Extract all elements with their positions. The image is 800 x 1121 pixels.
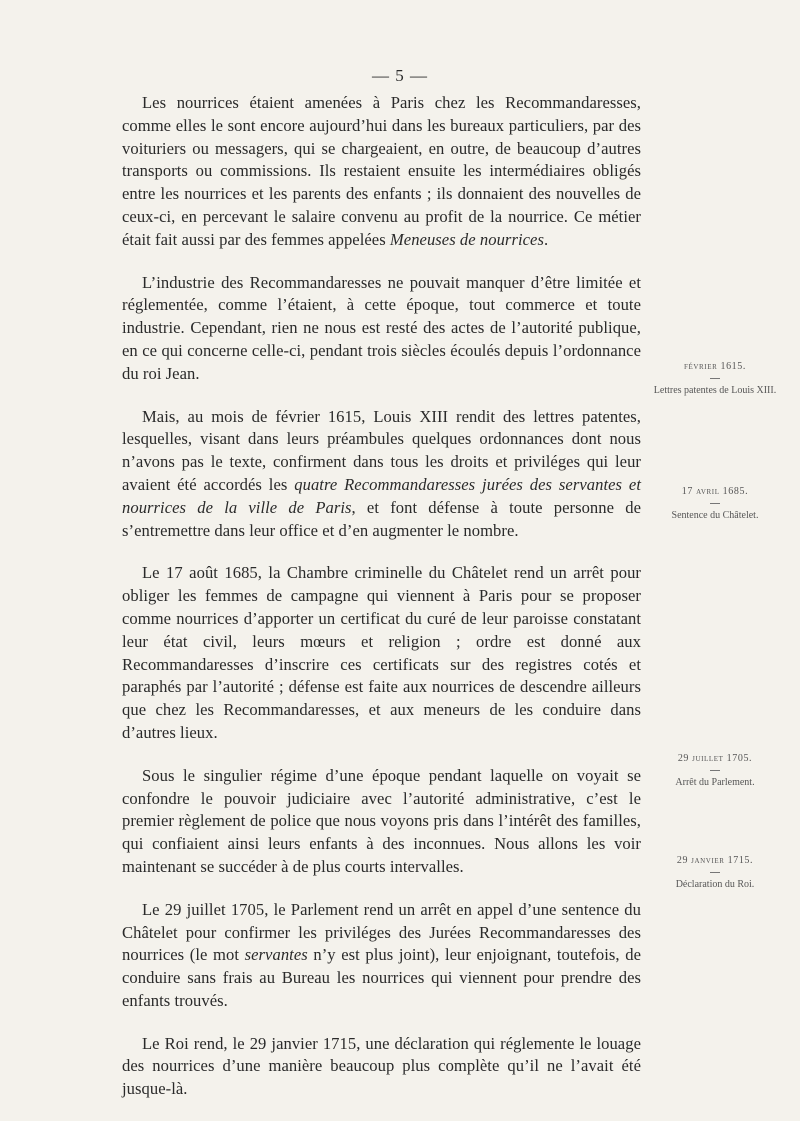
text-run: Le 29 juillet 1705, le Parlement rend un arrêt en appel d’une sentence du Châtelet pour confirmer les priviléges des Jurées Recommandaresses des nourrices (le mot [122, 899, 641, 965]
text-run: Le Roi rend, le 29 janvier 1715, une déclaration qui réglemente le louage des nourrices d’une manière beaucoup plus complète qu’il ne l’avait été jusque-là. [122, 1033, 641, 1099]
margin-note-date: 17 avril 1685. [681, 486, 749, 497]
text-run: Les nourrices étaient amenées à Paris chez les Recommandaresses, comme elles le sont encore aujourd’hui dans les bureaux particuliers, par des voituriers ou messagers, qui se chargeaient, en outre, de beaucoup d’autres transports ou commissions. Ils restaient ensuite les intermédiaires obligés entre les nourrices et les parents des enfants ; ils donnaient des nouvelles de ceux-ci, en percevant le salaire convenu au profit de la nourrice. Ce métier était fait aussi par des femmes appelées [122, 93, 641, 249]
italic-text: quatre Recommandaresses jurées des servantes et nourrices de la ville de Paris [122, 474, 641, 517]
margin-note [650, 360, 780, 397]
divider [710, 872, 720, 873]
italic-text: servantes [244, 945, 308, 965]
margin-note-date: février 1615. [684, 361, 746, 372]
text-run: Le 17 août 1685, la Chambre criminelle du Châtelet rend un arrêt pour obliger les femmes de campagne qui viennent à Paris pour se proposer comme nourrices d’apporter un certificat du curé de leur paroisse constatant leur état civil, leurs mœurs et religion ; ordre est donné aux Recommandaresses d’inscrire ces certificats sur des registres cotés et paraphés par l’autorité ; défense est faite aux nourrices de descendre ailleurs que chez les Recommandaresses, et aux meneurs de les conduire dans d’autres lieux. [122, 563, 641, 742]
paragraph [122, 406, 641, 543]
paragraph [122, 272, 641, 386]
text-run: L’industrie des Recommandaresses ne pouvait manquer d’être limitée et réglementée, comme l’étaient, à cette époque, tout commerce et toute industrie. Cependant, rien ne nous est resté des actes de l’autorité publique, en ce qui concerne celle-ci, pendant trois siècles écoulés depuis l’ordonnance du roi Jean. [122, 272, 641, 383]
divider [710, 378, 720, 379]
paragraph [122, 562, 641, 744]
text-run: Mais, au mois de février 1615, Louis XIII rendit des lettres patentes, lesquelles, visant dans leurs préambules quelques ordonnances dont nous n’avons pas le texte, confirment dans tous les droits et priviléges qui leur avaient été accordés les [122, 406, 641, 494]
paragraph [122, 1033, 641, 1101]
margin-note [650, 854, 780, 891]
paragraph [122, 899, 641, 1013]
margin-note-title: Arrêt du Parlement. [675, 777, 755, 788]
margin-note-title: Lettres patentes de Louis XIII. [653, 385, 777, 396]
text-run: , et font défense à toute personne de s’entremettre dans leur office et d’en augmenter le nombre. [122, 497, 641, 540]
divider [710, 503, 720, 504]
margin-note-date: 29 juillet 1705. [677, 753, 753, 764]
paragraph [122, 765, 641, 879]
page-number: — 5 — [372, 66, 428, 85]
margin-note-date: 29 janvier 1715. [676, 855, 754, 866]
text-run: n’y est plus joint), leur enjoignant, toutefois, de conduire sans frais au Bureau les nourrices qui viennent pour prendre des enfants trouvés. [122, 945, 641, 1010]
italic-text: Meneuses de nourrices [389, 229, 544, 249]
margin-note-title: Déclaration du Roi. [675, 879, 755, 890]
divider [710, 770, 720, 771]
margin-note [650, 752, 780, 789]
main-text [122, 92, 641, 1121]
text-run: . [543, 229, 549, 249]
paragraph [122, 92, 641, 252]
text-run: Sous le singulier régime d’une époque pendant laquelle on voyait se confondre le pouvoir judiciaire avec l’autorité administrative, c’est le premier règlement de police que nous voyons pris dans l’intérêt des familles, qui confiaient ainsi leurs enfants à des inconnues. Nous allons les voir maintenant se succéder à de plus courts intervalles. [122, 765, 641, 876]
margin-note-title: Sentence du Châtelet. [671, 510, 759, 521]
margin-note [650, 485, 780, 522]
